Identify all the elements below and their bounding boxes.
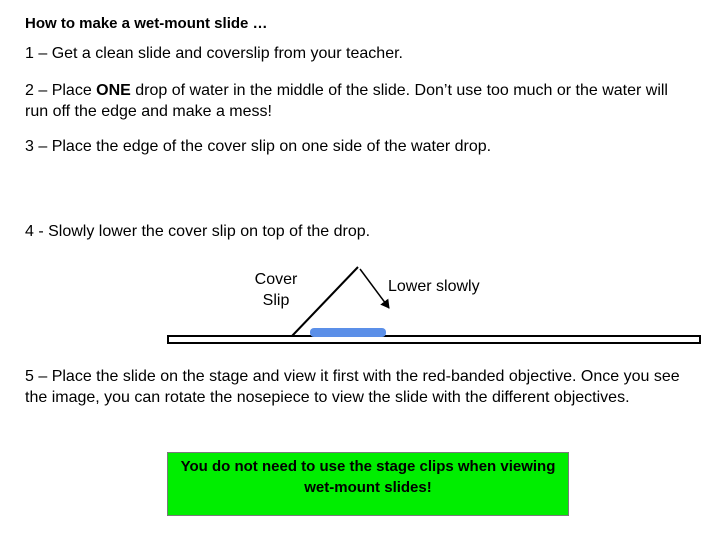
step-4: 4 - Slowly lower the cover slip on top of the drop. [25,223,371,240]
page-title: How to make a wet-mount slide … [25,15,268,32]
step-5: 5 – Place the slide on the stage and view it first with the red-banded objective. Once you see the image, you can rotate the nosepiece to view the slide with the different objectives. [25,368,680,406]
cover-slip-label-line2: Slip [262,292,290,309]
step-1: 1 – Get a clean slide and coverslip from your teacher. [25,45,403,62]
water-drop [310,328,386,337]
step-3: 3 – Place the edge of the cover slip on one side of the water drop. [25,138,492,155]
step-2-suffix: drop of water in the middle of the slide. Don’t use too much or the water will run off the edge and make a mess! [25,82,668,120]
microscope-slide [168,336,700,343]
cover-slip-label-line1: Cover [254,271,298,288]
step-2-prefix: 2 – Place [25,82,97,99]
lower-slowly-arrow [360,269,389,308]
stage-clips-note-text: You do not need to use the stage clips when viewing wet-mount slides! [180,458,556,496]
lower-slowly-label: Lower slowly [388,278,480,295]
step-2-emphasis: ONE [96,82,131,99]
cover-slip-label [236,269,316,311]
stage-clips-note [167,452,569,516]
